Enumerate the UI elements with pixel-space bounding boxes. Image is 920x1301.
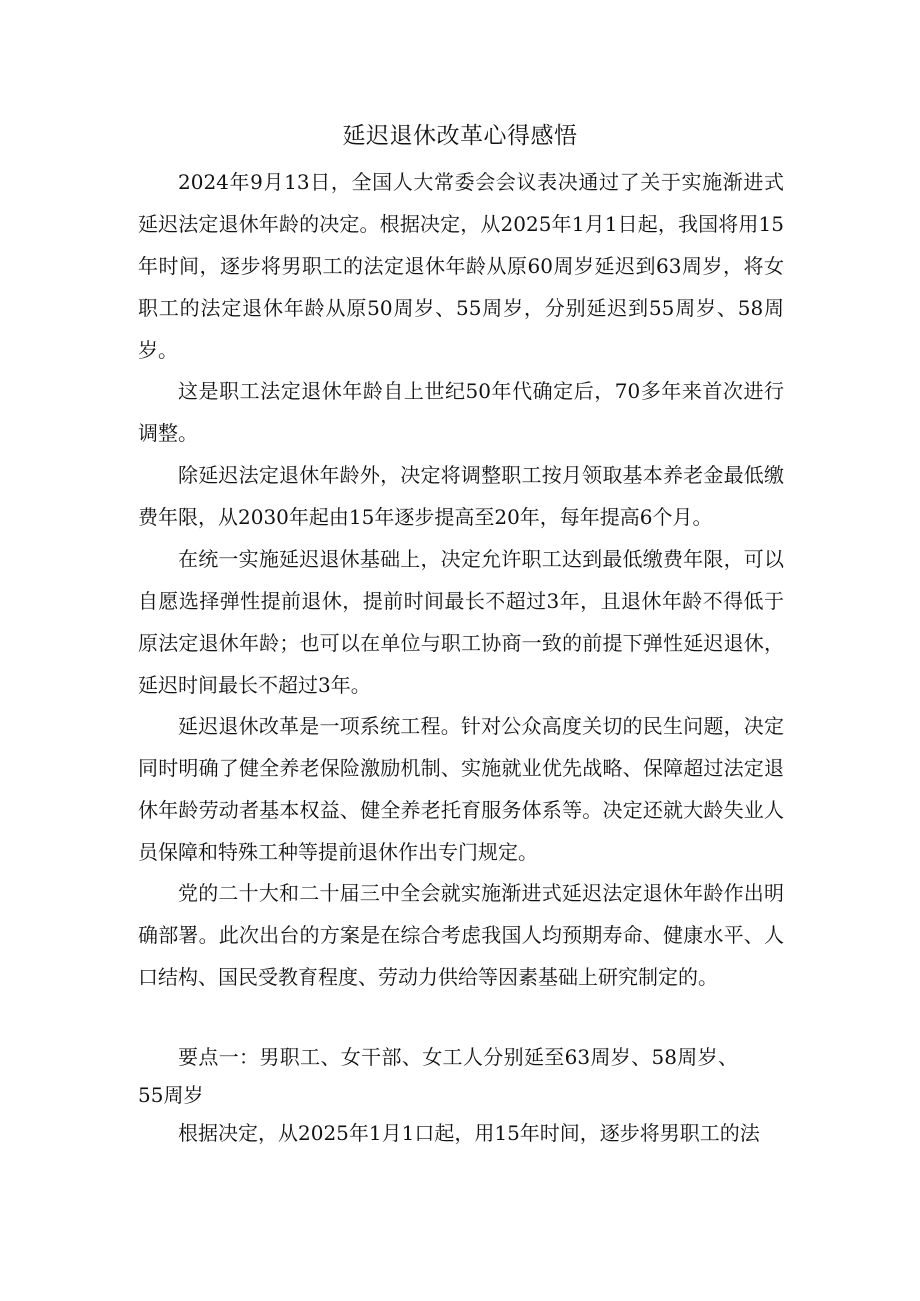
paragraph-6: 党的二十大和二十届三中全会就实施渐进式延迟法定退休年龄作出明确部署。此次出台的方案是在综合考虑我国人均预期寿命、健康水平、人口结构、国民受教育程度、劳动力供给等因素基础上研究制定的。 [138, 881, 784, 989]
document-title: 延迟退休改革心得感悟 [342, 123, 578, 149]
paragraph-5: 延迟退休改革是一项系统工程。针对公众高度关切的民生问题，决定同时明确了健全养老保险激励机制、实施就业优先战略、保障超过法定退休年龄劳动者基本权益、健全养老托育服务体系等。决定还就大龄失业人员保障和特殊工种等提前退休作出专门规定。 [138, 714, 784, 864]
key-point-heading: 要点一：男职工、女干部、女工人分别延至63周岁、58周岁、55周岁 [138, 1045, 738, 1107]
paragraph-1: 2024年9月13日，全国人大常委会会议表决通过了关于实施渐进式延迟法定退休年龄的决定。根据决定，从2025年1月1日起，我国将用15年时间，逐步将男职工的法定退休年龄从原60周岁延迟到63周岁，将女职工的法定退休年龄从原50周岁、55周岁，分别延迟到55周岁、58周岁。 [138, 170, 784, 362]
paragraph-3: 除延迟法定退休年龄外，决定将调整职工按月领取基本养老金最低缴费年限，从2030年起由15年逐步提高至20年，每年提高6个月。 [138, 463, 784, 529]
paragraph-8: 根据决定，从2025年1月1口起，用15年时间，逐步将男职工的法 [178, 1121, 760, 1145]
paragraph-4: 在统一实施延迟退休基础上，决定允许职工达到最低缴费年限，可以自愿选择弹性提前退休，提前时间最长不超过3年，且退休年龄不得低于原法定退休年龄；也可以在单位与职工协商一致的前提下弹性延迟退休，延迟时间最长不超过3年。 [138, 547, 784, 697]
paragraph-2: 这是职工法定退休年龄自上世纪50年代确定后，70多年来首次进行调整。 [138, 379, 784, 445]
